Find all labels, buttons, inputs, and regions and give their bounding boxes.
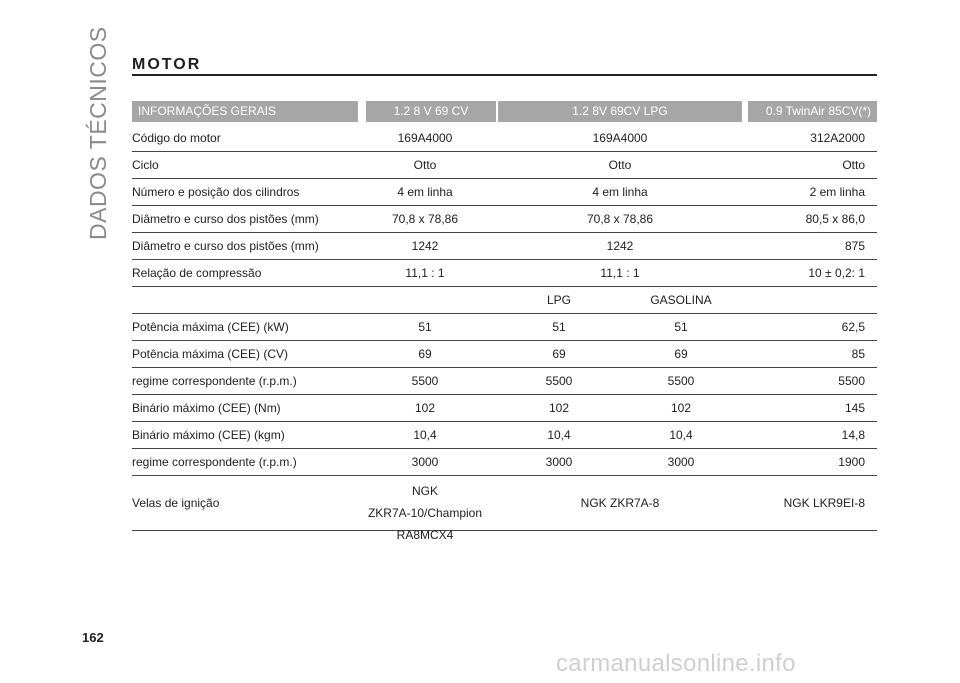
row-label: Diâmetro e curso dos pistões (mm)	[132, 212, 319, 226]
cell: 80,5 x 86,0	[805, 212, 865, 226]
cell: 3000	[411, 455, 439, 469]
cell: 102	[414, 401, 436, 415]
table-row	[132, 395, 877, 422]
table-row	[132, 260, 877, 287]
table-row-spark-plugs	[132, 476, 877, 542]
cell: 102	[670, 401, 692, 415]
cell: Otto	[608, 158, 632, 172]
cell: 10,4	[413, 428, 437, 442]
cell: 3000	[667, 455, 695, 469]
cell: 312A2000	[810, 131, 865, 145]
cell: 70,8 x 78,86	[391, 212, 459, 226]
title-rule	[132, 74, 877, 76]
cell: 70,8 x 78,86	[586, 212, 654, 226]
cell: 1242	[411, 239, 439, 253]
cell: 69	[418, 347, 432, 361]
cell: 11,1 : 1	[600, 266, 640, 280]
cell: 85	[851, 347, 865, 361]
cell: 145	[844, 401, 865, 415]
table-row	[132, 233, 877, 260]
table-row	[132, 125, 877, 152]
spark-c1-line: ZKR7A-10/Champion	[367, 506, 483, 520]
cell: 5500	[545, 374, 573, 388]
table-row	[132, 179, 877, 206]
cell: NGK LKR9EI-8	[783, 496, 865, 510]
cell: 2 em linha	[809, 185, 865, 199]
section-title: MOTOR	[132, 56, 202, 73]
table-row	[132, 206, 877, 233]
cell: 11,1 : 1	[405, 266, 445, 280]
cell: 5500	[411, 374, 439, 388]
cell: 10,4	[547, 428, 571, 442]
row-label: Binário máximo (CEE) (kgm)	[132, 428, 285, 442]
table-row	[132, 314, 877, 341]
header-engine-3: 0.9 TwinAir 85CV(*)	[748, 101, 877, 122]
cell: 1900	[838, 455, 865, 469]
table-row	[132, 152, 877, 179]
table-row	[132, 422, 877, 449]
row-label: regime correspondente (r.p.m.)	[132, 374, 297, 388]
cell: NGK ZKR7A-8	[580, 496, 660, 510]
side-section-title: DADOS TÉCNICOS	[85, 26, 111, 240]
cell: 875	[844, 239, 865, 253]
cell: 51	[418, 320, 432, 334]
cell: 69	[552, 347, 566, 361]
cell: 51	[552, 320, 566, 334]
cell: 102	[548, 401, 570, 415]
header-general-info: INFORMAÇÕES GERAIS	[132, 101, 358, 122]
cell: 1242	[606, 239, 634, 253]
row-label: Binário máximo (CEE) (Nm)	[132, 401, 281, 415]
cell: 10,4	[669, 428, 693, 442]
row-label: Potência máxima (CEE) (kW)	[132, 320, 289, 334]
cell: 169A4000	[397, 131, 453, 145]
cell: Otto	[413, 158, 437, 172]
row-label: Código do motor	[132, 131, 221, 145]
cell: 4 em linha	[592, 185, 648, 199]
cell: 69	[674, 347, 688, 361]
table-row	[132, 368, 877, 395]
row-label: Potência máxima (CEE) (CV)	[132, 347, 289, 361]
row-label: Ciclo	[132, 158, 159, 172]
row-label: Número e posição dos cilindros	[132, 185, 300, 199]
header-engine-1: 1.2 8 V 69 CV	[366, 101, 496, 122]
watermark: carmanualsonline.info	[556, 650, 796, 677]
table-row	[132, 341, 877, 368]
row-label: Velas de ignição	[132, 496, 220, 510]
cell: 51	[674, 320, 688, 334]
cell: 14,8	[841, 428, 865, 442]
spark-c1-line: RA8MCX4	[396, 528, 454, 542]
page-number: 162	[82, 630, 104, 645]
fuel-lpg-label: LPG	[546, 293, 571, 307]
fuel-gasolina-label: GASOLINA	[650, 293, 712, 307]
cell: 5500	[838, 374, 865, 388]
row-label: Relação de compressão	[132, 266, 262, 280]
cell: Otto	[842, 158, 865, 172]
cell: 4 em linha	[397, 185, 453, 199]
cell: 3000	[545, 455, 573, 469]
table-row	[132, 449, 877, 476]
row-label: Diâmetro e curso dos pistões (mm)	[132, 239, 319, 253]
cell: 5500	[667, 374, 695, 388]
cell: 62,5	[841, 320, 865, 334]
cell: 10 ± 0,2: 1	[808, 266, 865, 280]
row-label: regime correspondente (r.p.m.)	[132, 455, 297, 469]
cell: 169A4000	[592, 131, 648, 145]
fuel-subheader-row	[132, 287, 877, 314]
header-engine-2: 1.2 8V 69CV LPG	[498, 101, 742, 122]
spark-c1-line: NGK	[411, 484, 438, 498]
cell	[360, 480, 490, 546]
